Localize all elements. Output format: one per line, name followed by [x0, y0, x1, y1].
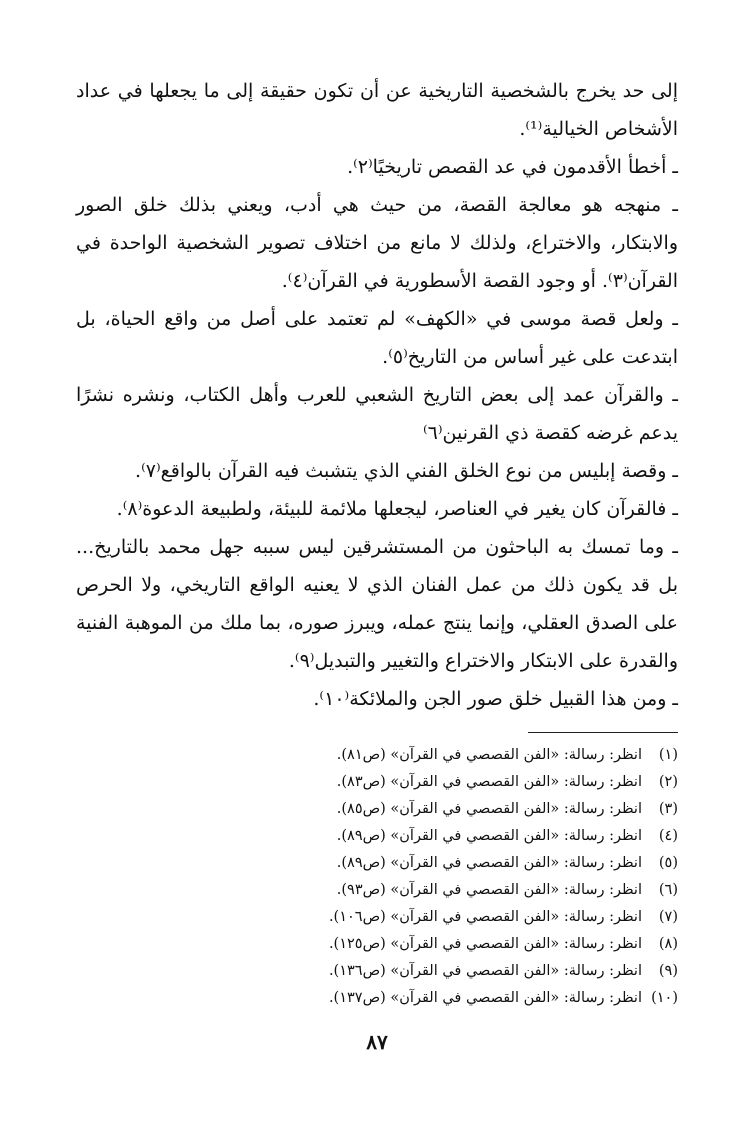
footnote-9	[76, 958, 678, 985]
footnote-number: (٣)	[658, 801, 678, 817]
footnote-1	[76, 742, 678, 769]
footnote-2	[76, 769, 678, 796]
footnote-text: انظر: رسالة: «الفن القصصي في القرآن» (ص٨٩).	[336, 828, 642, 844]
footnote-number: (٤)	[658, 828, 678, 844]
footnote-text: انظر: رسالة: «الفن القصصي في القرآن» (ص٨١).	[336, 747, 642, 763]
footnote-text: انظر: رسالة: «الفن القصصي في القرآن» (ص١٠٦).	[328, 909, 642, 925]
footnote-10	[76, 985, 678, 1012]
footnote-text: انظر: رسالة: «الفن القصصي في القرآن» (ص١٣٦).	[328, 963, 642, 979]
footnote-number: (٢)	[658, 774, 678, 790]
footnote-text: انظر: رسالة: «الفن القصصي في القرآن» (ص١٢٥).	[328, 936, 642, 952]
footnote-separator	[528, 732, 678, 733]
paragraph-5: ـ والقرآن عمد إلى بعض التاريخ الشعبي للعرب وأهل الكتاب، ونشره نشرًا يدعم غرضه كقصة ذي القرنين⁽٦⁾	[76, 384, 678, 444]
footnote-text: انظر: رسالة: «الفن القصصي في القرآن» (ص١٣٧).	[328, 990, 642, 1006]
footnote-text: انظر: رسالة: «الفن القصصي في القرآن» (ص٨٣).	[336, 774, 642, 790]
paragraph-4: ـ ولعل قصة موسى في «الكهف» لم تعتمد على أصل من واقع الحياة، بل ابتدعت على غير أساس من التاريخ⁽٥⁾.	[76, 308, 678, 368]
paragraph-7: ـ فالقرآن كان يغير في العناصر، ليجعلها ملائمة للبيئة، ولطبيعة الدعوة⁽٨⁾.	[116, 498, 678, 520]
paragraph-1: إلى حد يخرج بالشخصية التاريخية عن أن تكون حقيقة إلى ما يجعلها في عداد الأشخاص الخيالية⁽¹⁾.	[76, 80, 678, 140]
footnote-number: (٧)	[658, 909, 678, 925]
paragraph-3: ـ منهجه هو معالجة القصة، من حيث هي أدب، ويعني بذلك خلق الصور والابتكار، والاختراع، ولذلك لا مانع من اختلاف تصوير الشخصية الواحدة في القرآن⁽٣⁾. أو وجود القصة الأسطورية في القرآن⁽٤⁾.	[76, 194, 679, 292]
footnote-number: (٦)	[658, 882, 678, 898]
paragraph-9: ـ ومن هذا القبيل خلق صور الجن والملائكة⁽١٠⁾.	[313, 688, 678, 710]
footnote-text: انظر: رسالة: «الفن القصصي في القرآن» (ص٨٩).	[336, 855, 642, 871]
paragraph-8: ـ وما تمسك به الباحثون من المستشرقين ليس سببه جهل محمد بالتاريخ... بل قد يكون ذلك من عمل الفنان الذي لا يعنيه الواقع التاريخي، ولا الحرص على الصدق العقلي، وإنما ينتج عمله، ويبرز صوره، بما ملك من الموهبة الفنية والقدرة على الابتكار والاختراع والتغيير والتبديل⁽٩⁾.	[76, 536, 678, 672]
footnote-4	[76, 823, 678, 850]
body-text	[76, 72, 678, 718]
page-number: ٨٧	[366, 1030, 388, 1054]
footnote-number: (١٠)	[651, 990, 678, 1006]
paragraph-6: ـ وقصة إبليس من نوع الخلق الفني الذي يتشبث فيه القرآن بالواقع⁽٧⁾.	[135, 460, 678, 482]
footnote-text: انظر: رسالة: «الفن القصصي في القرآن» (ص٨٥).	[336, 801, 642, 817]
footnote-5	[76, 850, 678, 877]
footnote-number: (١)	[658, 747, 678, 763]
footnote-3	[76, 796, 678, 823]
footnote-text: انظر: رسالة: «الفن القصصي في القرآن» (ص٩٣).	[336, 882, 642, 898]
footnote-7	[76, 904, 678, 931]
paragraph-2: ـ أخطأ الأقدمون في عد القصص تاريخيًا⁽٢⁾.	[347, 156, 678, 178]
footnote-8	[76, 931, 678, 958]
footnote-number: (٩)	[658, 963, 678, 979]
footnotes	[76, 742, 678, 1012]
footnote-6	[76, 877, 678, 904]
footnote-number: (٨)	[658, 936, 678, 952]
footnote-number: (٥)	[658, 855, 678, 871]
